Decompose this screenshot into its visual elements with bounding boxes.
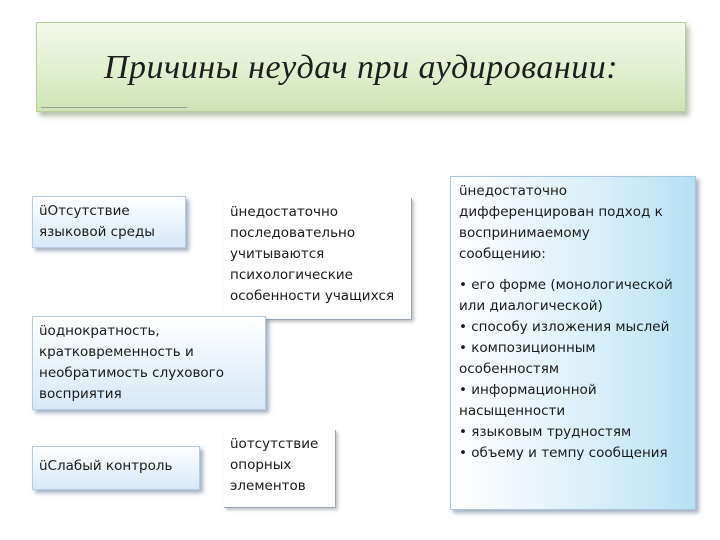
list-item: • языковым трудностям [459,424,632,440]
card-line: психологические [230,267,353,283]
card-approach [450,176,696,510]
list-item: • его форме (монологической [459,277,673,293]
card-line: кратковременность и [39,344,194,360]
card-line: üнедостаточно [459,183,568,199]
card-line: üнедостаточно [230,204,339,220]
title-underline [41,107,187,108]
list-item: • композиционным [459,340,596,356]
list-item: • информационной [459,382,597,398]
card-line: üотсутствие [230,436,319,452]
card-line: сообщению: [459,246,546,262]
card-line: особенности учащихся [230,288,395,304]
list-item: • объему и темпу сообщения [459,445,668,461]
card-line: последовательно [230,225,356,241]
page-title: Причины неудач при аудировании: [103,49,619,86]
spacer [459,265,687,275]
list-item: особенностям [459,361,560,377]
card-line: üоднократность, [39,323,160,339]
card-language-environment [32,196,186,248]
card-weak-control [32,446,200,490]
title-banner [36,22,686,112]
card-line: воспринимаемому [459,225,590,241]
card-line: учитываются [230,246,325,262]
card-psychology [224,198,412,320]
card-line: üОтсутствие [39,203,130,219]
card-line: опорных [230,457,292,473]
card-perception [32,316,266,410]
list-item: или диалогической) [459,298,603,314]
card-line: элементов [230,478,306,494]
card-line: восприятия [39,386,122,402]
card-line: üСлабый контроль [39,458,173,474]
list-item: насыщенности [459,403,566,419]
card-line: дифференцирован подход к [459,204,663,220]
card-line: языковой среды [39,224,155,240]
card-support-elements [224,430,336,508]
list-item: • способу изложения мыслей [459,319,670,335]
card-line: необратимость слухового [39,365,225,381]
